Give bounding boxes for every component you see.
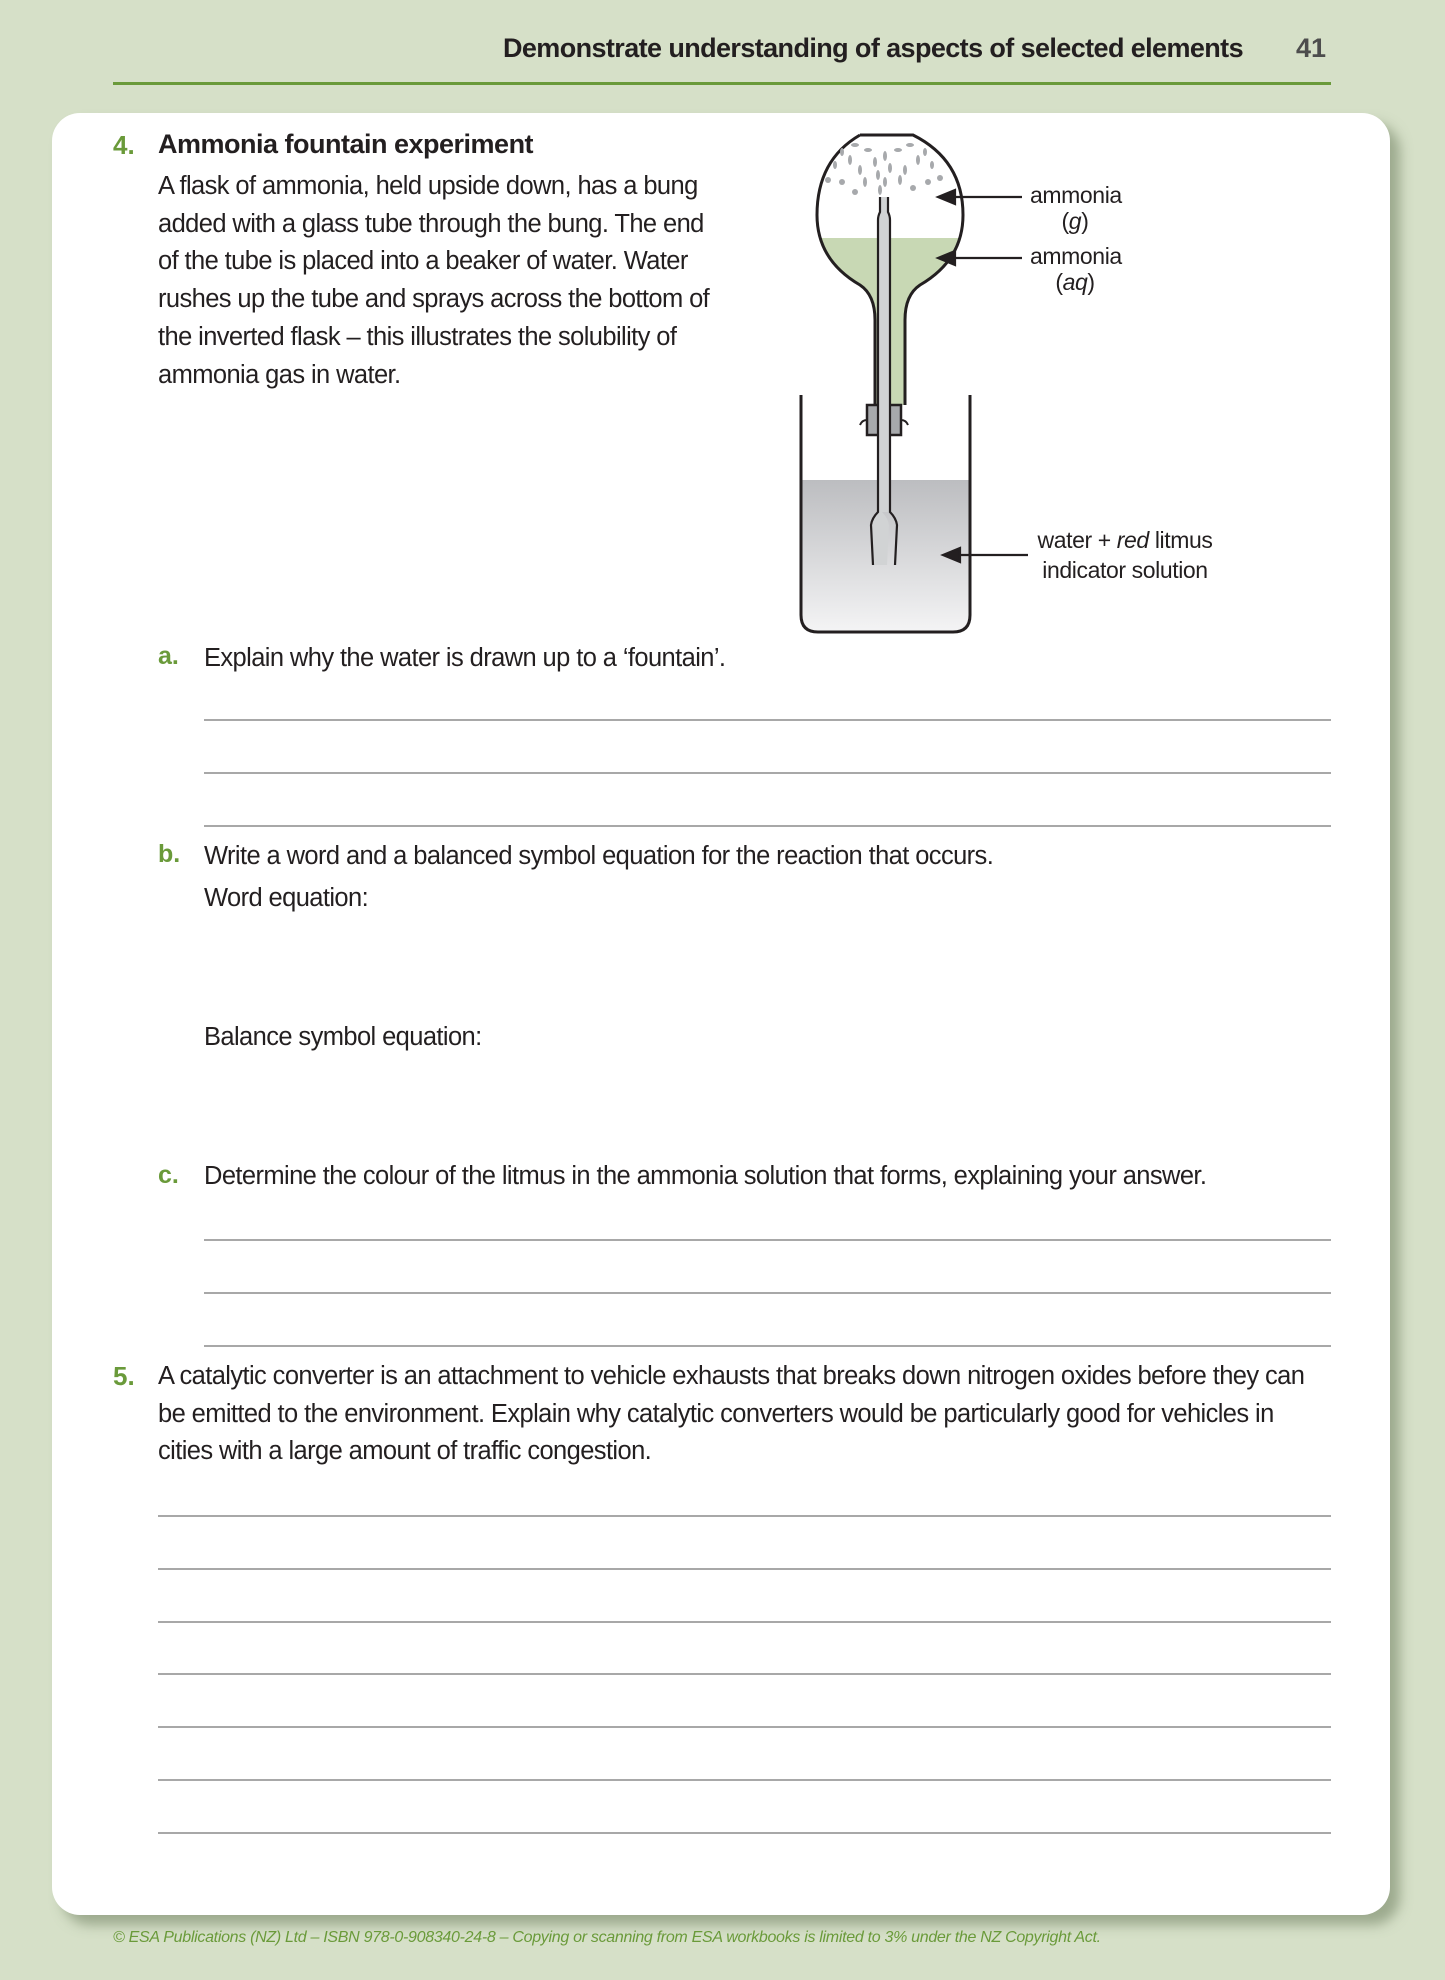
symbol-equation-label: Balance symbol equation: — [204, 1023, 482, 1051]
question-4-body — [158, 168, 709, 394]
answer-line-c2[interactable] — [204, 1292, 1331, 1294]
question-4-number: 4. — [113, 130, 135, 160]
ammonia-fountain-diagram — [780, 120, 1260, 640]
answer-line-5-3[interactable] — [158, 1621, 1331, 1623]
part-c-prompt: Determine the colour of the litmus in the ammonia solution that forms, explaining your answer. — [204, 1162, 1207, 1190]
label-ammonia-aq: ammonia (aq) — [1030, 243, 1122, 295]
page-number: 41 — [1296, 33, 1327, 63]
answer-line-a2[interactable] — [204, 772, 1331, 774]
spray-droplets — [825, 143, 943, 195]
body-line: cities with a large amount of traffic congestion. — [158, 1437, 652, 1466]
answer-line-5-1[interactable] — [158, 1515, 1331, 1517]
body-line: ammonia gas in water. — [158, 360, 401, 389]
body-line: A flask of ammonia, held upside down, has a bung — [158, 172, 698, 200]
part-b-prompt: Write a word and a balanced symbol equation for the reaction that occurs. — [204, 842, 994, 870]
copyright-footer: © ESA Publications (NZ) Ltd – ISBN 978-0-908340-24-8 – Copying or scanning from ESA workbooks is limited to 3% under the NZ Copyright Act. — [113, 1929, 1101, 1946]
body-line: be emitted to the environment. Explain why catalytic converters would be particularly good for vehicles in — [158, 1399, 1274, 1428]
part-a-letter: a. — [158, 642, 179, 670]
body-line: of the tube is placed into a beaker of water. Water — [158, 247, 688, 276]
answer-line-5-2[interactable] — [158, 1568, 1331, 1570]
label-ammonia-gas: ammonia (g) — [1030, 182, 1122, 234]
body-line: the inverted flask – this illustrates the solubility of — [158, 322, 677, 351]
answer-line-a1[interactable] — [204, 719, 1331, 721]
header-divider — [113, 82, 1331, 85]
answer-line-5-6[interactable] — [158, 1779, 1331, 1781]
answer-line-5-7[interactable] — [158, 1832, 1331, 1834]
answer-line-5-4[interactable] — [158, 1673, 1331, 1675]
label-water-litmus: water + red litmus indicator solution — [1037, 527, 1213, 583]
part-a-prompt: Explain why the water is drawn up to a ‘fountain’. — [204, 644, 726, 672]
question-4-title: Ammonia fountain experiment — [158, 129, 534, 159]
answer-line-c1[interactable] — [204, 1239, 1331, 1241]
part-b-letter: b. — [158, 840, 181, 868]
answer-line-c3[interactable] — [204, 1345, 1331, 1347]
question-5-body — [158, 1358, 1304, 1471]
word-equation-label: Word equation: — [204, 884, 369, 912]
body-line: rushes up the tube and sprays across the bottom of — [158, 285, 710, 314]
body-line: added with a glass tube through the bung. The end — [158, 209, 704, 238]
answer-line-a3[interactable] — [204, 825, 1331, 827]
question-5-number: 5. — [113, 1361, 135, 1391]
part-c-letter: c. — [158, 1161, 179, 1189]
running-header-title: Demonstrate understanding of aspects of selected elements — [502, 33, 1243, 63]
body-line: A catalytic converter is an attachment to vehicle exhausts that breaks down nitrogen oxides before they can — [158, 1362, 1305, 1390]
answer-line-5-5[interactable] — [158, 1726, 1331, 1728]
